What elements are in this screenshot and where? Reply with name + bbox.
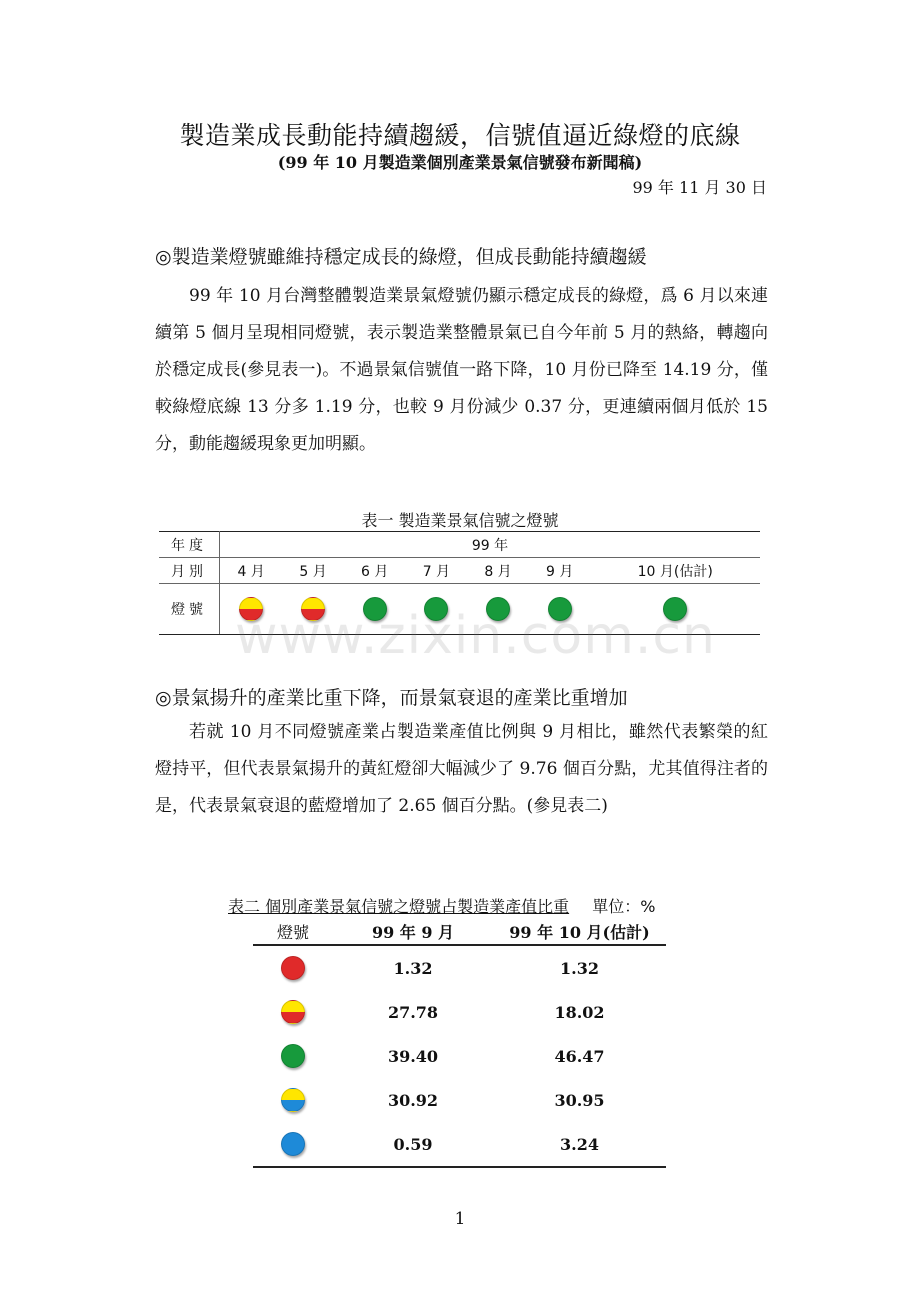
table2-oct-value: 3.24 xyxy=(493,1122,666,1167)
table2-unit: 單位：% xyxy=(592,897,656,916)
table2-header-oct: 99 年 10 月(估計) xyxy=(493,919,666,945)
yellow-red-light-icon xyxy=(281,1000,305,1024)
table2-sep-value: 30.92 xyxy=(387,1090,439,1110)
table1-month-cell: 10 月(估計) xyxy=(590,558,760,584)
table1-month-label: 月別 xyxy=(159,558,220,584)
table2-oct-value: 46.47 xyxy=(554,1046,605,1066)
section1-heading: ◎製造業燈號雖維持穩定成長的綠燈，但成長動能持續趨緩 xyxy=(155,246,647,268)
table-row xyxy=(253,1034,666,1078)
table1-month-cell: 9 月 xyxy=(529,558,591,584)
doc-subtitle: (99 年 10 月製造業個別產業景氣信號發布新聞稿) xyxy=(277,153,643,172)
table2-sep-value: 0.59 xyxy=(333,1122,493,1167)
table-row xyxy=(253,990,666,1034)
table2-header-signal: 燈號 xyxy=(253,919,333,945)
table2 xyxy=(253,919,666,1168)
table1-year-value: 99 年 xyxy=(220,532,761,558)
table1-month-cell: 5 月 xyxy=(282,558,344,584)
red-light-icon xyxy=(281,956,305,980)
table1-month-cell: 8 月 xyxy=(467,558,529,584)
table1-year-label: 年度 xyxy=(159,532,220,558)
table1-signal-label: 燈號 xyxy=(159,584,220,635)
table-row xyxy=(253,945,666,990)
blue-light-icon xyxy=(281,1132,305,1156)
table1-month-cell: 6 月 xyxy=(344,558,406,584)
section2-heading: ◎景氣揚升的產業比重下降，而景氣衰退的產業比重增加 xyxy=(155,687,628,709)
table-row xyxy=(253,1078,666,1122)
table2-oct-value: 18.02 xyxy=(554,1002,605,1022)
doc-date: 99 年 11 月 30 日 xyxy=(632,178,767,197)
yellow-blue-light-icon xyxy=(281,1088,305,1112)
table2-caption-line xyxy=(228,894,655,917)
table2-caption: 表二 個別產業景氣信號之燈號占製造業產值比重 xyxy=(228,897,570,916)
table2-signal-cell xyxy=(253,1034,333,1078)
section2-body: 若就 10 月不同燈號產業占製造業產值比例與 9 月相比，雖然代表繁榮的紅燈持平，但代表景氣揚升的黃紅燈卻大幅減少了 9.76 個百分點，尤其值得注者的是，代表景氣衰退的藍燈增加了 2.65 個百分點。(參見表二) xyxy=(155,722,768,816)
page-number: 1 xyxy=(454,1209,466,1229)
table1-month-cell: 4 月 xyxy=(220,558,283,584)
section1-body: 99 年 10 月台灣整體製造業景氣燈號仍顯示穩定成長的綠燈，爲 6 月以來連續第 5 個月呈現相同燈號，表示製造業整體景氣已自今年前 5 月的熱絡，轉趨向於穩定成長(參見表一)。不過景氣信號值一路下降，10 月份已降至 14.19 分，僅較綠燈底線 13 分多 1.19 分，也較 9 月份減少 0.37 分，更連續兩個月低於 15 分，動能趨緩現象更加明顯。 xyxy=(155,286,768,454)
table-row xyxy=(253,1122,666,1167)
table2-signal-cell xyxy=(253,945,333,990)
table2-oct-value: 1.32 xyxy=(560,958,599,978)
table1-caption: 表一 製造業景氣信號之燈號 xyxy=(361,511,559,530)
table2-header-sep: 99 年 9 月 xyxy=(333,919,493,945)
table2-sep-value: 39.40 xyxy=(387,1046,439,1066)
table2-signal-cell xyxy=(253,1122,333,1167)
table1-month-cell: 7 月 xyxy=(406,558,468,584)
table2-sep-value: 27.78 xyxy=(387,1002,439,1022)
table2-sep-value: 1.32 xyxy=(393,958,433,978)
watermark: www.zixin.com.cn xyxy=(235,606,716,666)
table2-signal-cell xyxy=(253,1078,333,1122)
table2-signal-cell xyxy=(253,990,333,1034)
doc-title: 製造業成長動能持續趨緩，信號值逼近綠燈的底線 xyxy=(179,121,741,150)
table2-oct-value: 30.95 xyxy=(554,1090,605,1110)
green-light-icon xyxy=(281,1044,305,1068)
